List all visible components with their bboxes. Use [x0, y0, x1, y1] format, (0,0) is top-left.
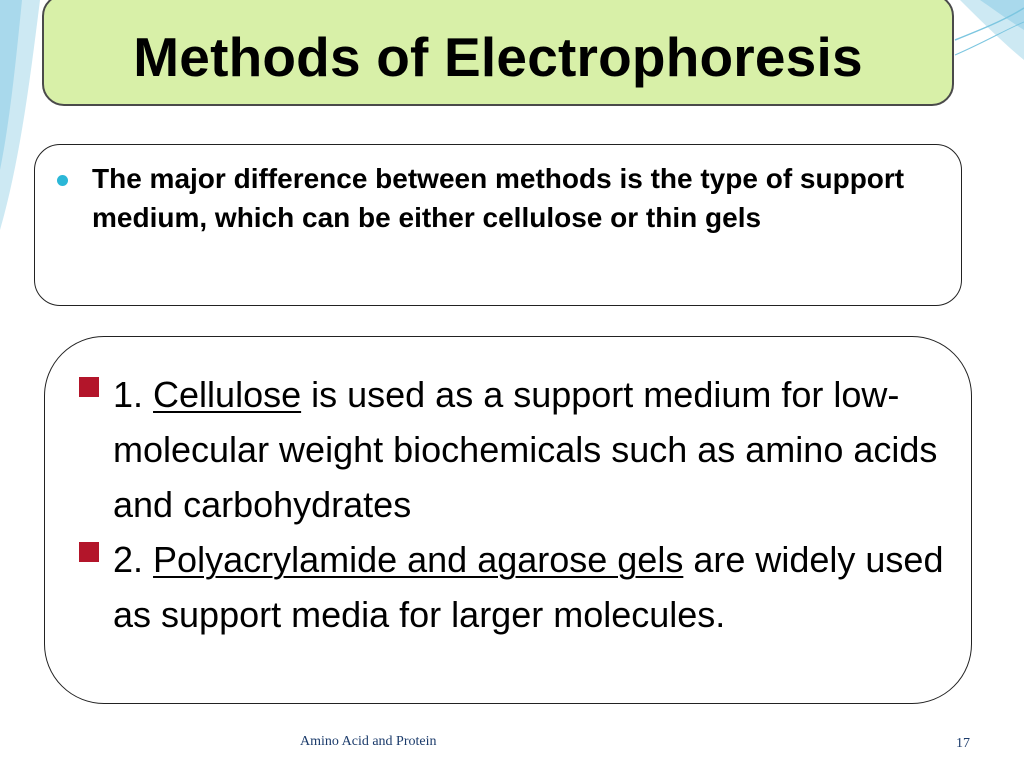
method-item-term: Cellulose — [153, 374, 302, 415]
method-item-number: 2. — [113, 539, 154, 580]
intro-bullet-text: The major difference between methods is the type of support medium, which can be either cellulose or thin gels — [92, 163, 905, 233]
method-item-text — [113, 367, 953, 532]
method-item-description: is used as a support medium for low-molecular weight biochemicals such as amino acids and carbohydrates — [113, 374, 938, 525]
method-item-text — [113, 532, 953, 642]
method-item-number: 1. — [113, 374, 154, 415]
intro-box — [34, 144, 962, 306]
title-box — [42, 0, 954, 106]
method-item-term: Polyacrylamide and agarose gels — [153, 539, 684, 580]
footer-text: Amino Acid and Protein — [300, 734, 437, 749]
square-bullet-icon — [79, 542, 99, 562]
square-bullet-icon — [79, 377, 99, 397]
page-number: 17 — [956, 736, 970, 751]
page-title: Methods of Electrophoresis — [133, 26, 863, 88]
methods-box — [44, 336, 972, 704]
method-item-description: are widely used as support media for larger molecules. — [113, 539, 944, 635]
bullet-dot-icon — [57, 175, 68, 186]
